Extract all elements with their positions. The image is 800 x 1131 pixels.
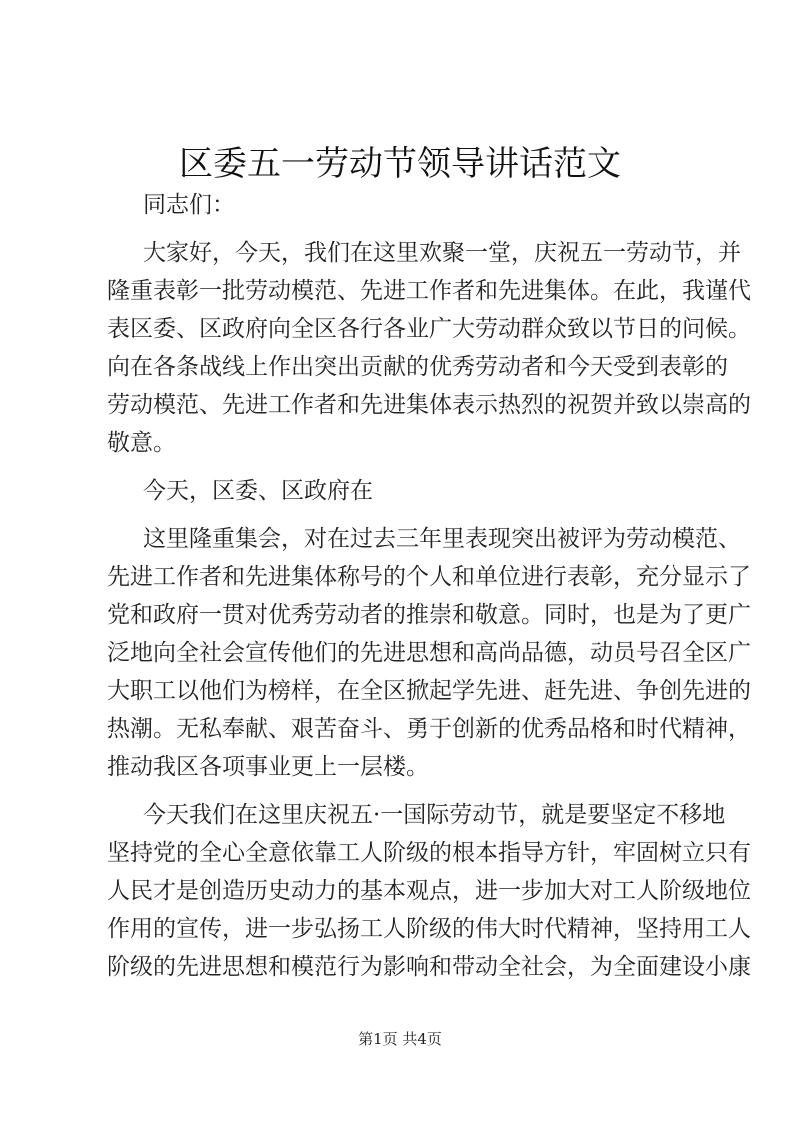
text-line: 热潮。无私奉献、艰苦奋斗、勇于创新的优秀品格和时代精神， [107,716,751,742]
paragraph [107,186,707,224]
page-footer: 第1页 共4页 [358,1030,442,1048]
text-line: 隆重表彰一批劳动模范、先进工作者和先进集体。在此，我谨代 [107,278,751,304]
text-line: 同志们： [143,192,235,218]
text-line: 向在各条战线上作出突出贡献的优秀劳动者和今天受到表彰的 [107,354,728,380]
paragraph [107,520,751,786]
text-line: 人民才是创造历史动力的基本观点，进一步加大对工人阶级地位 [107,878,751,904]
text-line: 今天我们在这里庆祝五·一国际劳动节，就是要坚定不移地 [143,802,726,828]
text-line: 大家好，今天，我们在这里欢聚一堂，庆祝五一劳动节，并 [143,240,741,266]
text-line: 泛地向全社会宣传他们的先进思想和高尚品德，动员号召全区广 [107,640,751,666]
document-body [107,186,751,996]
text-line: 表区委、区政府向全区各行各业广大劳动群众致以节日的问候。 [107,316,751,342]
paragraph [107,472,707,510]
text-line: 党和政府一贯对优秀劳动者的推崇和敬意。同时，也是为了更广 [107,602,751,628]
paragraph [107,234,751,462]
text-line: 大职工以他们为榜样，在全区掀起学先进、赶先进、争创先进的 [107,678,751,704]
paragraph [107,796,751,986]
text-line: 先进工作者和先进集体称号的个人和单位进行表彰，充分显示了 [107,564,751,590]
text-line: 今天，区委、区政府在 [143,478,373,504]
text-line: 劳动模范、先进工作者和先进集体表示热烈的祝贺并致以崇高的 [107,392,751,418]
text-line: 坚持党的全心全意依靠工人阶级的根本指导方针，牢固树立只有 [107,840,751,866]
text-line: 推动我区各项事业更上一层楼。 [107,754,429,780]
text-line: 这里隆重集会，对在过去三年里表现突出被评为劳动模范、 [143,526,741,552]
document-title: 区委五一劳动节领导讲话范文 [179,144,621,184]
text-line: 敬意。 [107,430,176,456]
text-line: 作用的宣传，进一步弘扬工人阶级的伟大时代精神，坚持用工人 [107,916,751,942]
text-line: 阶级的先进思想和模范行为影响和带动全社会，为全面建设小康 [107,954,751,980]
